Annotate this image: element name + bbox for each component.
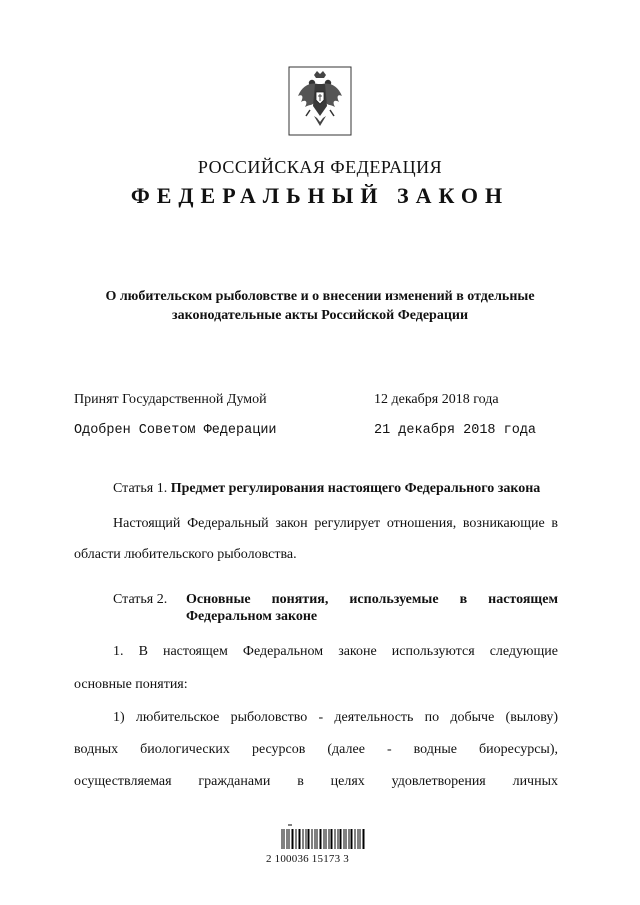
- article1-title: Предмет регулирования настоящего Федерального закона: [170, 481, 541, 496]
- article2-paragraph-line: 1) любительское рыболовство - деятельность по добыче (вылову): [113, 710, 558, 725]
- document-type: ФЕДЕРАЛЬНЫЙ ЗАКОН: [130, 183, 510, 208]
- barcode-number: 2 100036 15173 3: [266, 853, 349, 865]
- article2-title-line: Федеральном законе: [186, 609, 318, 624]
- duma-adoption-row: [74, 392, 499, 408]
- article2-label: Статья 2.: [113, 592, 168, 607]
- article1-text-line: области любительского рыболовства.: [74, 547, 297, 562]
- law-title-line: О любительском рыболовстве и о внесении изменений в отдельные: [105, 289, 535, 304]
- law-title: [70, 287, 570, 325]
- coat-of-arms-icon: [288, 66, 352, 136]
- duma-date: 12 декабря 2018 года: [374, 392, 499, 407]
- council-label: Одобрен Советом Федерации: [74, 423, 277, 438]
- barcode-icon: [280, 823, 366, 851]
- article1-text-line: Настоящий Федеральный закон регулирует отношения, возникающие в: [113, 516, 558, 531]
- council-date: 21 декабря 2018 года: [374, 423, 537, 438]
- article2-paragraph-line: водных биологических ресурсов (далее - водные биоресурсы),: [74, 742, 558, 757]
- council-approval-row: [74, 423, 537, 438]
- article2-paragraph-line: основные понятия:: [74, 677, 188, 692]
- article2-paragraph-line: осуществляемая гражданами в целях удовлетворения личных: [74, 774, 558, 789]
- country-name: РОССИЙСКАЯ ФЕДЕРАЦИЯ: [197, 157, 443, 177]
- article1-label: Статья 1.: [113, 481, 168, 496]
- duma-label: Принят Государственной Думой: [74, 392, 267, 407]
- law-title-line: законодательные акты Российской Федерации: [171, 308, 469, 323]
- article2-title-line: Основные понятия, используемые в настоящем: [186, 592, 558, 607]
- article2-title: [186, 591, 558, 625]
- article2-paragraph-line: 1. В настоящем Федеральном законе используются следующие: [113, 644, 558, 659]
- article1-heading: [113, 481, 540, 497]
